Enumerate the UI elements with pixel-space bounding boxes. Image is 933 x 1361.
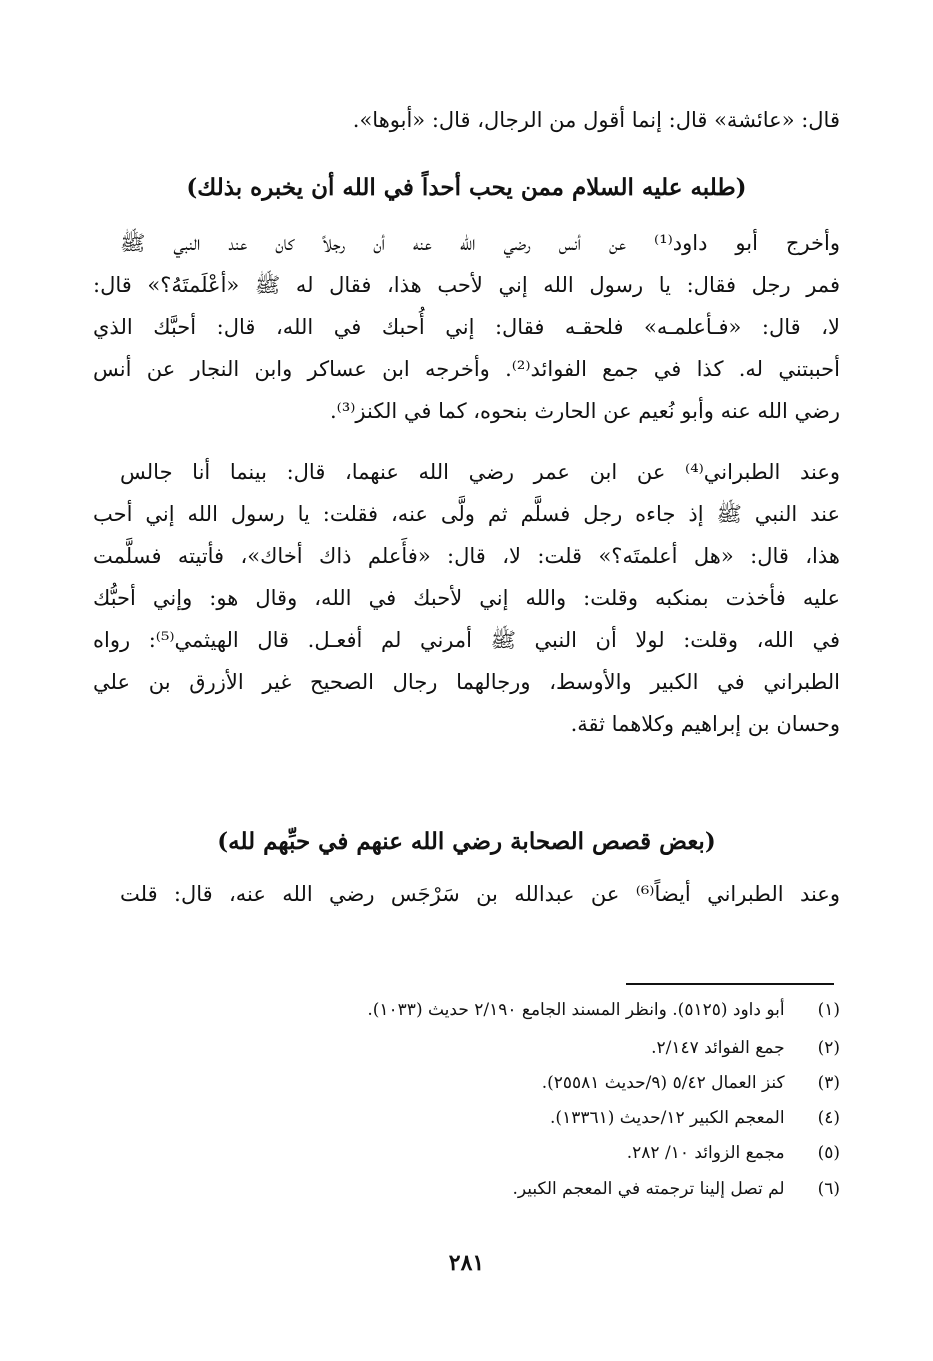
- paragraph-line: الطبراني في الكبير والأوسط، ورجالهما رجال الصحيح غير الأزرق بن علي: [93, 670, 840, 694]
- footnote-4: [220, 1104, 840, 1132]
- paragraph-line: هذا، قال: «هل أعلمتَه؟» قلت: لا، قال: «فأَعلم ذاك أخاك»، فأتيته فسلَّمت: [93, 544, 840, 568]
- footnote-number: (٥): [817, 1143, 840, 1163]
- paragraph-line: وعند الطبراني⁽⁴⁾ عن ابن عمر رضي الله عنهما، قال: بينما أنا جالس: [120, 460, 840, 484]
- page-number: ٢٨١: [448, 1250, 485, 1276]
- footnote-3: [220, 1069, 840, 1097]
- footnote-number: (١): [817, 1000, 840, 1020]
- intro-line: قال: «عائشة» قال: إنما أقول من الرجال، قال: «أبوها».: [352, 108, 840, 132]
- footnote-separator: [626, 983, 834, 985]
- paragraph-line: وحسان بن إبراهيم وكلاهما ثقة.: [570, 712, 840, 736]
- paragraph-line: فمر رجل فقال: يا رسول الله إني لأحب هذا، فقال له ﷺ «أعْلَمتَهُ؟» قال:: [93, 273, 840, 297]
- footnote-text: أبو داود (٥١٢٥). وانظر المسند الجامع ٢/١٩٠ حديث (١٠٣٣).: [367, 1000, 785, 1020]
- paragraph-line: وعند الطبراني أيضاً⁽⁶⁾ عن عبدالله بن سَرْجَس رضي الله عنه، قال: قلت: [120, 882, 840, 906]
- footnote-text: لم تصل إلينا ترجمته في المعجم الكبير.: [512, 1179, 785, 1199]
- paragraph-line: رضي الله عنه وأبو نُعيم عن الحارث بنحوه، كما في الكنز⁽³⁾.: [330, 399, 840, 423]
- section-heading-1: (طلبه عليه السلام ممن يحب أحداً في الله أن يخبره بذلك): [186, 174, 747, 201]
- footnote-6: [220, 1175, 840, 1203]
- footnote-number: (٦): [817, 1179, 840, 1199]
- section-heading-2: (بعض قصص الصحابة رضي الله عنهم في حبِّهم لله): [217, 828, 716, 855]
- paragraph-line: لا، قال: «فـأعلمـه» فلحقـه فقال: إني أُحبك في الله، قال: أحبَّك الذي: [93, 315, 840, 339]
- footnote-text: كنز العمال ٥/٤٢ (٩/حديث ٢٥٥٨١).: [541, 1073, 785, 1093]
- paragraph-line: أحببتني له. كذا في جمع الفوائد⁽²⁾. وأخرجه ابن عساكر وابن النجار عن أنس: [93, 357, 840, 381]
- footnote-number: (٣): [817, 1073, 840, 1093]
- paragraph-line: عند النبي ﷺ إذ جاءه رجل فسلَّم ثم ولَّى عنه، فقلت: يا رسول الله إني أحب: [93, 502, 840, 526]
- footnote-text: جمع الفوائد ٢/١٤٧.: [651, 1038, 785, 1058]
- footnote-text: المعجم الكبير ١٢/حديث (١٣٣٦١).: [550, 1108, 785, 1128]
- footnote-1: [220, 996, 840, 1024]
- paragraph-line: في الله، وقلت: لولا أن النبي ﷺ أمرني لم أفعـل. قال الهيثمي⁽⁵⁾: رواه: [93, 628, 840, 652]
- footnote-text: مجمع الزوائد ١٠/ ٢٨٢.: [626, 1143, 785, 1163]
- footnote-2: [220, 1034, 840, 1062]
- paragraph-line: عليه فأخذت بمنكبه وقلت: والله إني لأحبك في الله، وقال هو: وإني أحبُّك: [93, 586, 840, 610]
- paragraph-line: وأخرج أبو داود⁽¹⁾ عن أنس رضي الله عنه أن رجلاً كان عند النبي ﷺ: [120, 231, 840, 255]
- footnote-number: (٢): [817, 1038, 840, 1058]
- footnote-5: [220, 1139, 840, 1167]
- footnote-number: (٤): [817, 1108, 840, 1128]
